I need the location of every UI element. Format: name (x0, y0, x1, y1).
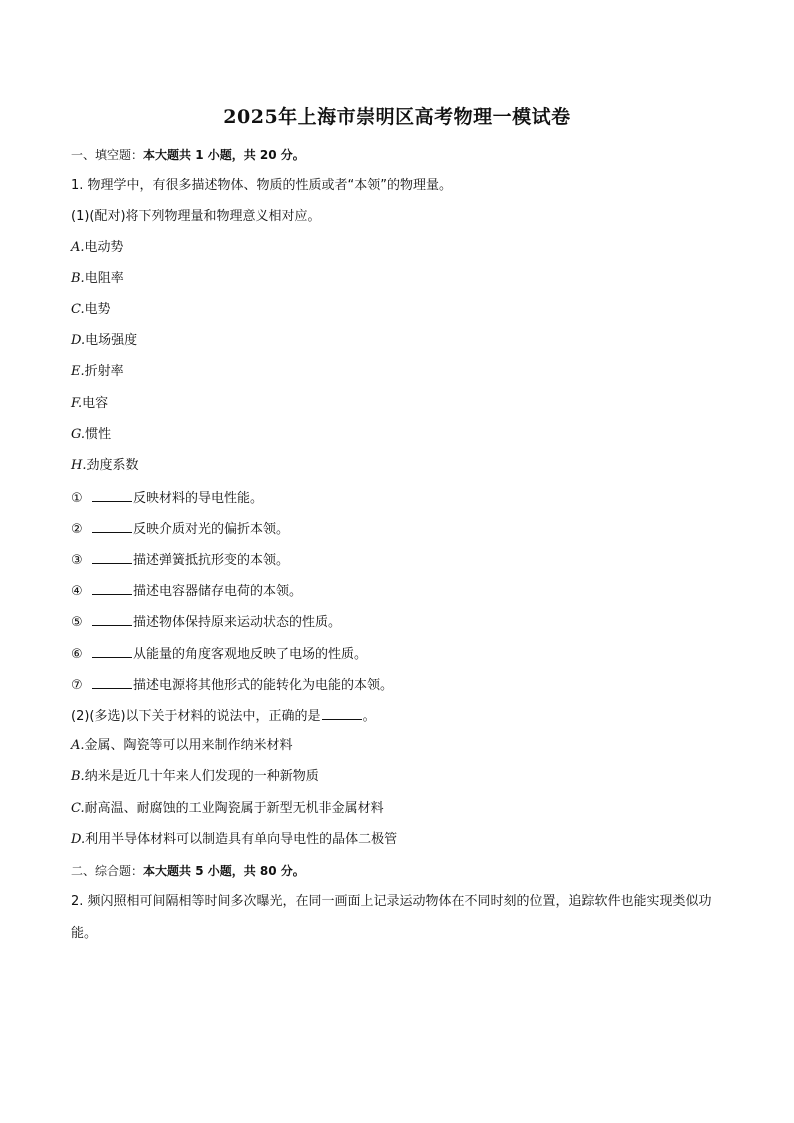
match-text: 描述物体保持原来运动状态的性质。 (133, 615, 342, 630)
choice-text: 耐高温、耐腐蚀的工业陶瓷属于新型无机非金属材料 (84, 801, 384, 816)
match-text: 描述弹簧抵抗形变的本领。 (133, 553, 290, 568)
match-item-4 (71, 580, 302, 602)
choice-d (71, 830, 397, 850)
choice-a (71, 736, 293, 756)
match-number: ① (71, 491, 83, 506)
part-2-end: 。 (362, 709, 376, 724)
option-h (71, 456, 139, 476)
answer-blank[interactable] (92, 611, 132, 626)
option-letter: D. (71, 333, 86, 348)
match-number: ⑥ (71, 647, 83, 662)
match-item-6 (71, 643, 367, 665)
answer-blank[interactable] (92, 487, 132, 502)
answer-blank[interactable] (92, 674, 132, 689)
option-letter: E. (71, 364, 85, 379)
option-letter: A. (71, 240, 85, 255)
match-text: 描述电容器储存电荷的本领。 (133, 584, 303, 599)
question-2-stem: 2. 频闪照相可间隔相等时间多次曝光，在同一画面上记录运动物体在不同时刻的位置，追踪软件也能实现类似功能。 (71, 894, 712, 941)
match-number: ③ (71, 553, 83, 568)
option-letter: C. (71, 302, 85, 317)
choice-b (71, 767, 319, 787)
choice-letter: A. (71, 738, 85, 753)
match-text: 从能量的角度客观地反映了电场的性质。 (133, 647, 368, 662)
option-f (71, 394, 108, 414)
section-name: 一、填空题： (71, 148, 144, 162)
option-a (71, 238, 124, 258)
choice-text: 金属、陶瓷等可以用来制作纳米材料 (84, 738, 293, 753)
question-1-part-1: (1)(配对)将下列物理量和物理意义相对应。 (71, 209, 321, 224)
option-letter: B. (71, 271, 85, 286)
match-item-5 (71, 611, 341, 633)
option-text: 电阻率 (84, 271, 124, 286)
option-d (71, 331, 137, 351)
choice-letter: B. (71, 769, 85, 784)
match-text: 描述电源将其他形式的能转化为电能的本领。 (133, 678, 394, 693)
page-title: 2025年上海市崇明区高考物理一模试卷 (223, 106, 571, 128)
match-number: ⑤ (71, 615, 83, 630)
section-desc: 本大题共 1 小题，共 20 分。 (143, 148, 305, 162)
answer-blank[interactable] (92, 549, 132, 564)
question-1-part-2 (71, 705, 376, 727)
option-letter: G. (71, 427, 86, 442)
match-text: 反映材料的导电性能。 (133, 491, 264, 506)
answer-blank[interactable] (92, 643, 132, 658)
option-e (71, 362, 124, 382)
match-item-2 (71, 518, 289, 540)
option-text: 惯性 (85, 427, 112, 442)
option-c (71, 300, 111, 320)
option-text: 电势 (84, 302, 111, 317)
section-desc: 本大题共 5 小题，共 80 分。 (143, 864, 305, 878)
choice-letter: C. (71, 801, 85, 816)
match-text: 反映介质对光的偏折本领。 (133, 522, 290, 537)
option-letter: F. (71, 396, 83, 411)
option-text: 劲度系数 (86, 458, 139, 473)
option-text: 电动势 (84, 240, 124, 255)
option-g (71, 425, 111, 445)
option-letter: H. (71, 458, 87, 473)
match-item-7 (71, 674, 393, 696)
part-2-text: (2)(多选)以下关于材料的说法中，正确的是 (71, 709, 321, 724)
match-number: ② (71, 522, 83, 537)
match-item-1 (71, 487, 263, 509)
match-item-3 (71, 549, 289, 571)
choice-text: 利用半导体材料可以制造具有单向导电性的晶体二极管 (85, 832, 398, 847)
section-name: 二、综合题： (71, 864, 144, 878)
answer-blank[interactable] (92, 580, 132, 595)
option-text: 折射率 (84, 364, 124, 379)
option-text: 电场强度 (85, 333, 138, 348)
answer-blank[interactable] (322, 705, 362, 720)
choice-letter: D. (71, 832, 86, 847)
choice-c (71, 799, 384, 819)
section-heading-2 (71, 861, 305, 881)
answer-blank[interactable] (92, 518, 132, 533)
match-number: ④ (71, 584, 83, 599)
choice-text: 纳米是近几十年来人们发现的一种新物质 (84, 769, 319, 784)
section-heading-1 (71, 145, 305, 165)
option-b (71, 269, 124, 289)
question-1-stem: 1. 物理学中，有很多描述物体、物质的性质或者“本领”的物理量。 (71, 178, 453, 193)
match-number: ⑦ (71, 678, 83, 693)
option-text: 电容 (82, 396, 109, 411)
